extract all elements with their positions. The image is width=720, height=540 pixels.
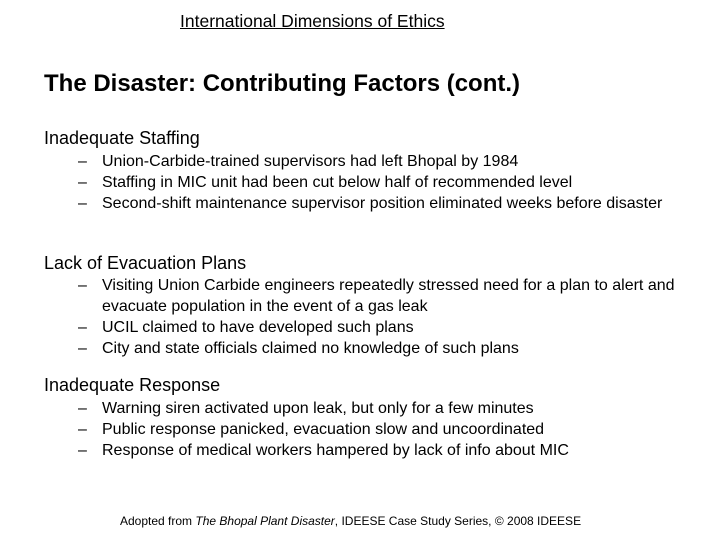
bullet-text: Response of medical workers hampered by lack of info about MIC	[102, 442, 569, 459]
slide-title: The Disaster: Contributing Factors (cont.)	[44, 70, 521, 97]
bullet-dash: –	[78, 153, 87, 170]
slide-header: International Dimensions of Ethics	[180, 11, 445, 31]
bullet-text: Union-Carbide-trained supervisors had left Bhopal by 1984	[102, 153, 519, 170]
bullet-text: Warning siren activated upon leak, but only for a few minutes	[102, 400, 534, 417]
bullet-dash: –	[78, 442, 87, 459]
bullet-list-evacuation	[78, 275, 698, 359]
bullet-item	[78, 398, 698, 419]
bullet-item	[78, 317, 698, 338]
bullet-dash: –	[78, 277, 87, 294]
bullet-list-response	[78, 398, 698, 461]
bullet-text: City and state officials claimed no knowledge of such plans	[102, 340, 519, 357]
bullet-text: Public response panicked, evacuation slow and uncoordinated	[102, 421, 545, 438]
bullet-item	[78, 419, 698, 440]
bullet-text: Second-shift maintenance supervisor position eliminated weeks before disaster	[102, 195, 663, 212]
bullet-item	[78, 151, 698, 172]
bullet-dash: –	[78, 421, 87, 438]
section-heading-response: Inadequate Response	[44, 375, 221, 395]
bullet-dash: –	[78, 340, 87, 357]
section-heading-evacuation: Lack of Evacuation Plans	[44, 253, 247, 273]
section-heading-staffing: Inadequate Staffing	[44, 128, 200, 148]
bullet-item	[78, 338, 698, 359]
bullet-text: Visiting Union Carbide engineers repeatedly stressed need for a plan to alert and evacuate population in the event of a gas leak	[102, 277, 675, 315]
bullet-item	[78, 172, 698, 193]
bullet-item	[78, 275, 698, 317]
bullet-dash: –	[78, 174, 87, 191]
citation-source-title: The Bhopal Plant Disaster	[195, 514, 335, 528]
citation-prefix: Adopted from	[120, 514, 196, 528]
citation-suffix: , IDEESE Case Study Series, © 2008 IDEESE	[334, 514, 582, 528]
bullet-list-staffing	[78, 151, 698, 214]
bullet-item	[78, 440, 698, 461]
source-citation	[120, 514, 581, 528]
bullet-item	[78, 193, 698, 214]
bullet-text: UCIL claimed to have developed such plans	[102, 319, 414, 336]
bullet-dash: –	[78, 400, 87, 417]
bullet-dash: –	[78, 319, 87, 336]
bullet-dash: –	[78, 195, 87, 212]
bullet-text: Staffing in MIC unit had been cut below half of recommended level	[102, 174, 573, 191]
